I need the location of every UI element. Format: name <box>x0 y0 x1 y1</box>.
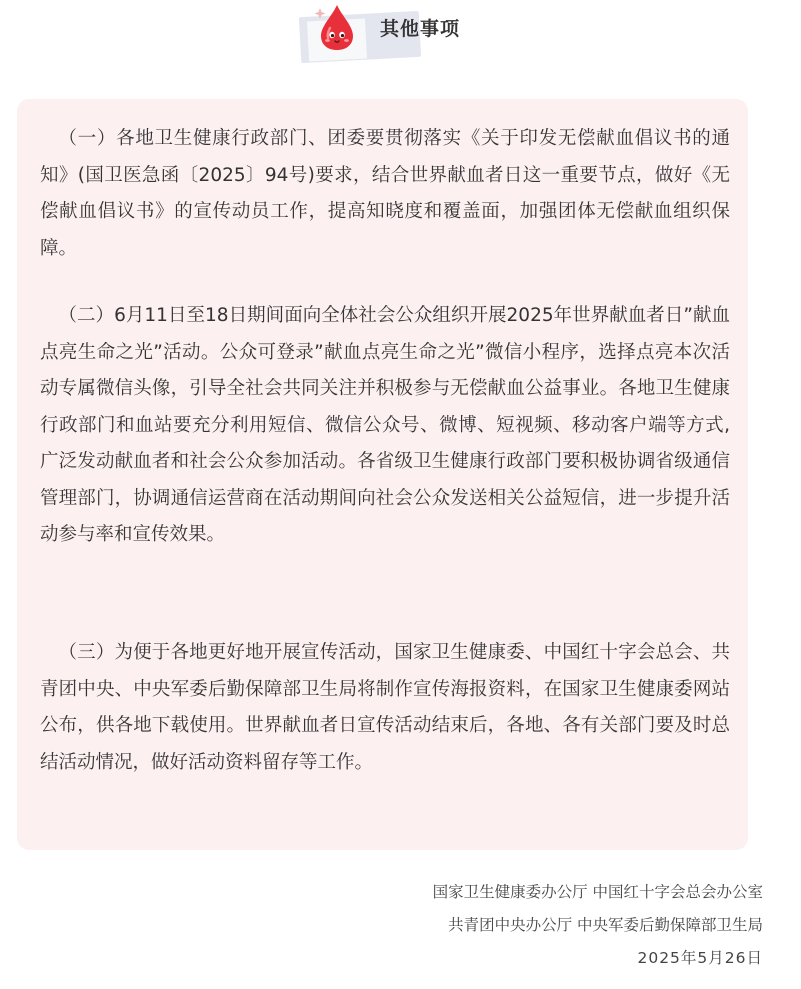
issuer-line-1: 国家卫生健康委办公厅 中国红十字会总会办公室 <box>432 883 763 901</box>
issuer-line-2: 共青团中央办公厅 中央军委后勤保障部卫生局 <box>448 916 763 934</box>
section-title: 其他事项 <box>380 18 461 40</box>
blood-drop-mascot-icon <box>313 2 359 52</box>
issue-date: 2025年5月26日 <box>637 949 763 967</box>
paragraph-3: （三）为便于各地更好地开展宣传活动，国家卫生健康委、中国红十字会总会、共青团中央、中央军委后勤保障部卫生局将制作宣传海报资料，在国家卫生健康委网站公布，供各地下载使用。世界献血者日宣传活动结束后，各地、各有关部门要及时总结活动情况，做好活动资料留存等工作。 <box>40 642 730 773</box>
section-header <box>0 0 801 80</box>
paragraph-1: （一）各地卫生健康行政部门、团委要贯彻落实《关于印发无偿献血倡议书的通知》(国卫医急函〔2025〕94号)要求，结合世界献血者日这一重要节点，做好《无偿献血倡议书》的宣传动员工作，提高知晓度和覆盖面，加强团体无偿献血组织保障。 <box>40 128 730 259</box>
paragraph-2: （二）6月11日至18日期间面向全体社会公众组织开展2025年世界献血者日”献血点亮生命之光”活动。公众可登录”献血点亮生命之光”微信小程序，选择点亮本次活动专属微信头像，引导全社会共同关注并积极参与无偿献血公益事业。各地卫生健康行政部门和血站要充分利用短信、微信公众号、微博、短视频、移动客户端等方式,广泛发动献血者和社会公众参加活动。各省级卫生健康行政部门要积极协调省级通信管理部门，协调通信运营商在活动期间向社会公众发送相关公益短信，进一步提升活动参与率和宣传效果。 <box>40 305 730 545</box>
